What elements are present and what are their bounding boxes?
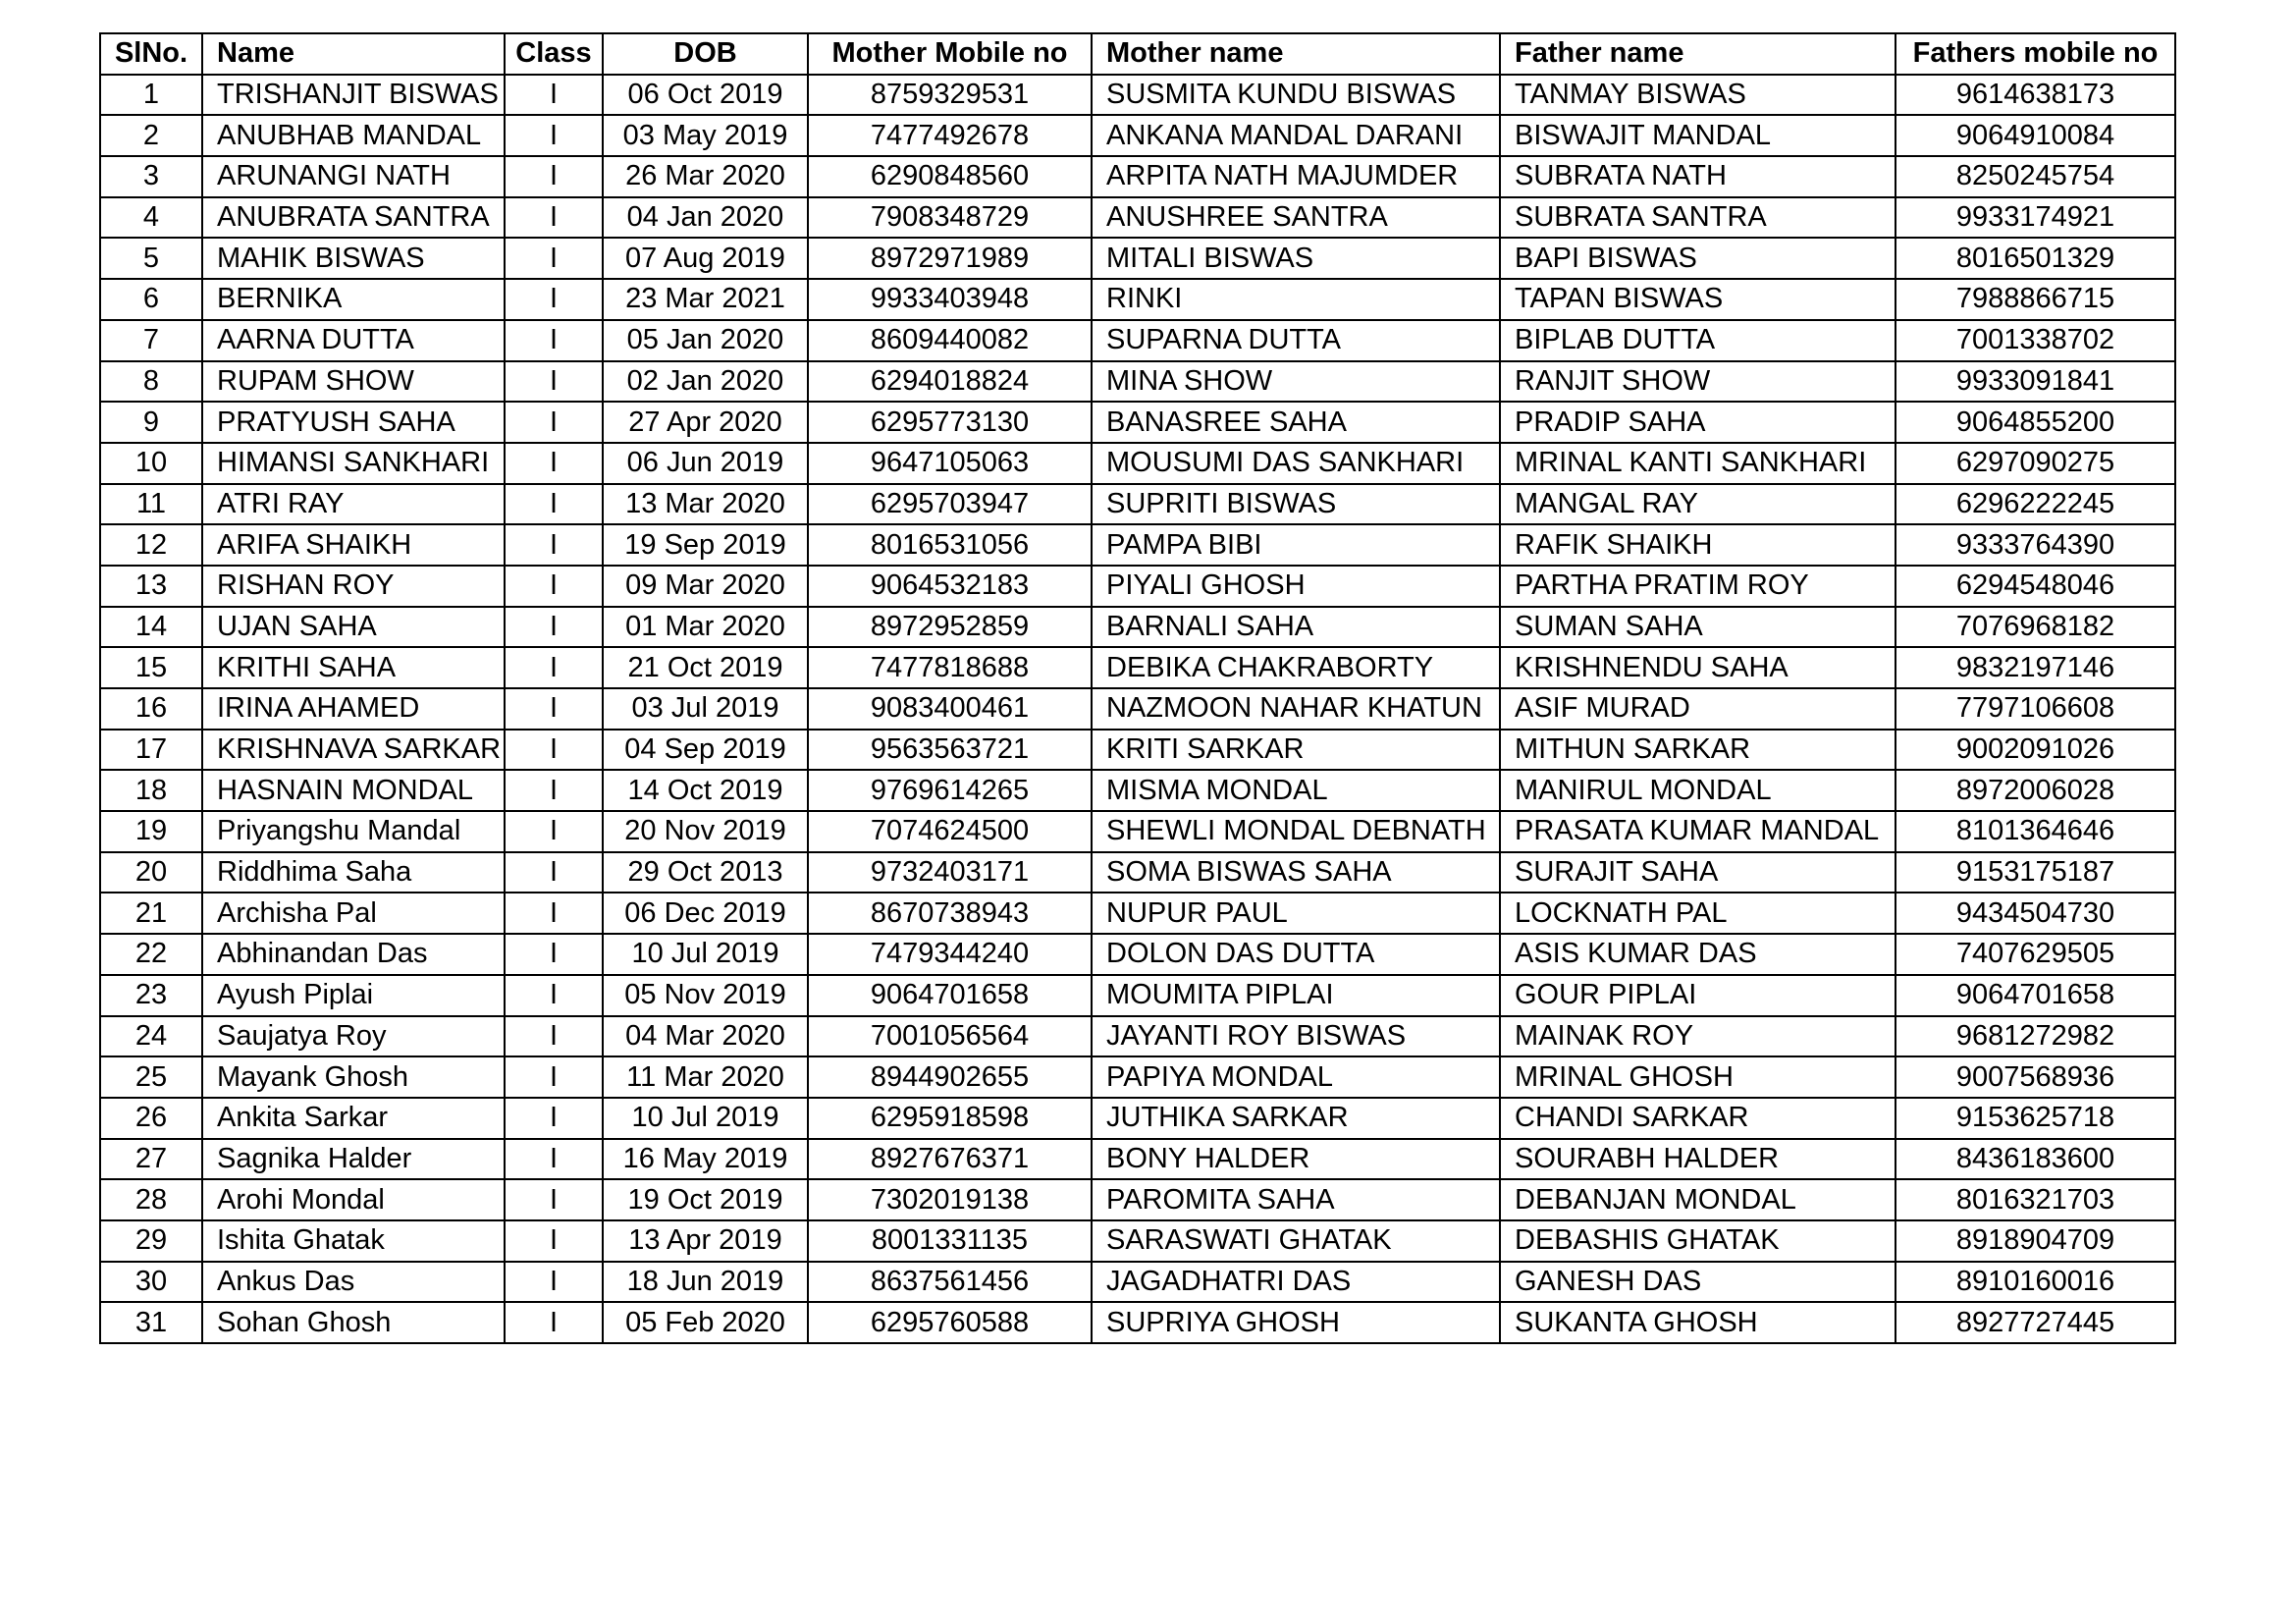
cell-slno: 3: [100, 156, 202, 197]
table-row: [100, 197, 2175, 239]
cell-dob: 19 Sep 2019: [603, 524, 808, 566]
cell-slno: 6: [100, 279, 202, 320]
header-mother-mobile: Mother Mobile no: [808, 33, 1092, 75]
cell-father-name: TANMAY BISWAS: [1500, 75, 1896, 116]
cell-dob: 01 Mar 2020: [603, 607, 808, 648]
cell-dob: 06 Jun 2019: [603, 443, 808, 484]
cell-slno: 8: [100, 361, 202, 403]
table-row: [100, 1220, 2175, 1262]
table-row: [100, 934, 2175, 975]
cell-father-mobile: 9614638173: [1896, 75, 2175, 116]
cell-mother-name: NUPUR PAUL: [1092, 893, 1500, 934]
cell-father-name: RAFIK SHAIKH: [1500, 524, 1896, 566]
cell-mother-mobile: 8670738943: [808, 893, 1092, 934]
cell-father-name: MAINAK ROY: [1500, 1016, 1896, 1057]
cell-father-mobile: 6297090275: [1896, 443, 2175, 484]
cell-father-mobile: 7797106608: [1896, 688, 2175, 730]
cell-class: I: [505, 934, 603, 975]
cell-class: I: [505, 1098, 603, 1139]
cell-mother-mobile: 9563563721: [808, 730, 1092, 771]
cell-mother-mobile: 8759329531: [808, 75, 1092, 116]
cell-class: I: [505, 1220, 603, 1262]
cell-name: ARUNANGI NATH: [202, 156, 505, 197]
cell-name: Priyangshu Mandal: [202, 811, 505, 852]
cell-class: I: [505, 320, 603, 361]
cell-father-name: PRASATA KUMAR MANDAL: [1500, 811, 1896, 852]
header-row: [100, 33, 2175, 75]
cell-father-mobile: 9153625718: [1896, 1098, 2175, 1139]
table-row: [100, 115, 2175, 156]
cell-mother-mobile: 9083400461: [808, 688, 1092, 730]
cell-class: I: [505, 238, 603, 279]
table-row: [100, 1179, 2175, 1220]
cell-father-mobile: 9333764390: [1896, 524, 2175, 566]
cell-class: I: [505, 975, 603, 1016]
table-row: [100, 1056, 2175, 1098]
cell-slno: 26: [100, 1098, 202, 1139]
table-row: [100, 1098, 2175, 1139]
cell-slno: 24: [100, 1016, 202, 1057]
cell-mother-mobile: 7479344240: [808, 934, 1092, 975]
cell-father-mobile: 9681272982: [1896, 1016, 2175, 1057]
cell-dob: 06 Oct 2019: [603, 75, 808, 116]
cell-name: Saujatya Roy: [202, 1016, 505, 1057]
cell-slno: 21: [100, 893, 202, 934]
cell-father-name: MRINAL GHOSH: [1500, 1056, 1896, 1098]
table-row: [100, 647, 2175, 688]
cell-mother-name: SUPARNA DUTTA: [1092, 320, 1500, 361]
cell-class: I: [505, 1016, 603, 1057]
cell-dob: 05 Feb 2020: [603, 1302, 808, 1343]
cell-dob: 21 Oct 2019: [603, 647, 808, 688]
cell-dob: 16 May 2019: [603, 1139, 808, 1180]
table-row: [100, 484, 2175, 525]
cell-father-name: CHANDI SARKAR: [1500, 1098, 1896, 1139]
cell-mother-name: ARPITA NATH MAJUMDER: [1092, 156, 1500, 197]
cell-mother-name: MOUMITA PIPLAI: [1092, 975, 1500, 1016]
cell-father-mobile: 8250245754: [1896, 156, 2175, 197]
cell-class: I: [505, 893, 603, 934]
cell-father-mobile: 8436183600: [1896, 1139, 2175, 1180]
cell-dob: 23 Mar 2021: [603, 279, 808, 320]
cell-father-name: BISWAJIT MANDAL: [1500, 115, 1896, 156]
cell-slno: 31: [100, 1302, 202, 1343]
header-father-name: Father name: [1500, 33, 1896, 75]
cell-name: Sagnika Halder: [202, 1139, 505, 1180]
table-row: [100, 320, 2175, 361]
cell-mother-mobile: 8972971989: [808, 238, 1092, 279]
cell-mother-name: NAZMOON NAHAR KHATUN: [1092, 688, 1500, 730]
cell-class: I: [505, 361, 603, 403]
cell-class: I: [505, 811, 603, 852]
cell-name: Ishita Ghatak: [202, 1220, 505, 1262]
table-row: [100, 688, 2175, 730]
cell-class: I: [505, 402, 603, 443]
cell-dob: 04 Mar 2020: [603, 1016, 808, 1057]
cell-name: Sohan Ghosh: [202, 1302, 505, 1343]
cell-father-name: SUBRATA SANTRA: [1500, 197, 1896, 239]
cell-father-mobile: 7001338702: [1896, 320, 2175, 361]
cell-slno: 13: [100, 566, 202, 607]
cell-father-name: TAPAN BISWAS: [1500, 279, 1896, 320]
cell-name: Ankus Das: [202, 1262, 505, 1303]
cell-mother-name: JAGADHATRI DAS: [1092, 1262, 1500, 1303]
table-row: [100, 402, 2175, 443]
cell-mother-name: SOMA BISWAS SAHA: [1092, 852, 1500, 893]
cell-father-mobile: 8927727445: [1896, 1302, 2175, 1343]
cell-mother-mobile: 8927676371: [808, 1139, 1092, 1180]
cell-father-mobile: 9007568936: [1896, 1056, 2175, 1098]
cell-father-mobile: 8918904709: [1896, 1220, 2175, 1262]
cell-slno: 28: [100, 1179, 202, 1220]
cell-mother-name: JUTHIKA SARKAR: [1092, 1098, 1500, 1139]
cell-father-name: DEBASHIS GHATAK: [1500, 1220, 1896, 1262]
cell-dob: 03 Jul 2019: [603, 688, 808, 730]
cell-class: I: [505, 115, 603, 156]
cell-father-mobile: 8910160016: [1896, 1262, 2175, 1303]
cell-mother-mobile: 9933403948: [808, 279, 1092, 320]
cell-father-mobile: 9933091841: [1896, 361, 2175, 403]
cell-mother-mobile: 6294018824: [808, 361, 1092, 403]
cell-name: MAHIK BISWAS: [202, 238, 505, 279]
cell-father-name: SUBRATA NATH: [1500, 156, 1896, 197]
cell-name: TRISHANJIT BISWAS: [202, 75, 505, 116]
cell-father-name: LOCKNATH PAL: [1500, 893, 1896, 934]
cell-father-name: RANJIT SHOW: [1500, 361, 1896, 403]
cell-name: IRINA AHAMED: [202, 688, 505, 730]
cell-class: I: [505, 1056, 603, 1098]
cell-mother-mobile: 6295918598: [808, 1098, 1092, 1139]
cell-father-mobile: 9153175187: [1896, 852, 2175, 893]
cell-dob: 03 May 2019: [603, 115, 808, 156]
table-row: [100, 1016, 2175, 1057]
cell-slno: 23: [100, 975, 202, 1016]
header-class: Class: [505, 33, 603, 75]
cell-mother-mobile: 9647105063: [808, 443, 1092, 484]
cell-class: I: [505, 1139, 603, 1180]
table-row: [100, 279, 2175, 320]
cell-class: I: [505, 647, 603, 688]
cell-father-name: BIPLAB DUTTA: [1500, 320, 1896, 361]
cell-mother-name: ANKANA MANDAL DARANI: [1092, 115, 1500, 156]
cell-dob: 05 Nov 2019: [603, 975, 808, 1016]
table-row: [100, 893, 2175, 934]
cell-mother-name: RINKI: [1092, 279, 1500, 320]
cell-father-mobile: 7988866715: [1896, 279, 2175, 320]
cell-dob: 05 Jan 2020: [603, 320, 808, 361]
cell-slno: 30: [100, 1262, 202, 1303]
cell-name: HASNAIN MONDAL: [202, 770, 505, 811]
cell-father-name: SURAJIT SAHA: [1500, 852, 1896, 893]
cell-dob: 10 Jul 2019: [603, 1098, 808, 1139]
cell-class: I: [505, 607, 603, 648]
table-body: [100, 75, 2175, 1343]
cell-slno: 22: [100, 934, 202, 975]
header-mother-name: Mother name: [1092, 33, 1500, 75]
header-dob: DOB: [603, 33, 808, 75]
cell-mother-name: SARASWATI GHATAK: [1092, 1220, 1500, 1262]
cell-mother-name: DEBIKA CHAKRABORTY: [1092, 647, 1500, 688]
cell-father-mobile: 8972006028: [1896, 770, 2175, 811]
cell-name: Ayush Piplai: [202, 975, 505, 1016]
cell-father-mobile: 9434504730: [1896, 893, 2175, 934]
cell-name: Archisha Pal: [202, 893, 505, 934]
cell-name: Mayank Ghosh: [202, 1056, 505, 1098]
cell-mother-mobile: 8001331135: [808, 1220, 1092, 1262]
cell-class: I: [505, 524, 603, 566]
header-father-mobile: Fathers mobile no: [1896, 33, 2175, 75]
cell-class: I: [505, 770, 603, 811]
cell-father-name: GANESH DAS: [1500, 1262, 1896, 1303]
cell-class: I: [505, 197, 603, 239]
cell-name: KRITHI SAHA: [202, 647, 505, 688]
cell-mother-name: MINA SHOW: [1092, 361, 1500, 403]
cell-dob: 02 Jan 2020: [603, 361, 808, 403]
cell-dob: 14 Oct 2019: [603, 770, 808, 811]
cell-dob: 11 Mar 2020: [603, 1056, 808, 1098]
cell-father-mobile: 6296222245: [1896, 484, 2175, 525]
cell-father-mobile: 7076968182: [1896, 607, 2175, 648]
cell-name: ARIFA SHAIKH: [202, 524, 505, 566]
student-table-container: [99, 32, 2176, 1344]
cell-mother-mobile: 7302019138: [808, 1179, 1092, 1220]
cell-father-mobile: 9064910084: [1896, 115, 2175, 156]
cell-father-name: MANIRUL MONDAL: [1500, 770, 1896, 811]
cell-dob: 19 Oct 2019: [603, 1179, 808, 1220]
cell-dob: 09 Mar 2020: [603, 566, 808, 607]
cell-father-name: BAPI BISWAS: [1500, 238, 1896, 279]
cell-father-mobile: 8016501329: [1896, 238, 2175, 279]
cell-father-name: SUKANTA GHOSH: [1500, 1302, 1896, 1343]
cell-class: I: [505, 279, 603, 320]
cell-mother-mobile: 8609440082: [808, 320, 1092, 361]
cell-class: I: [505, 443, 603, 484]
cell-father-mobile: 9832197146: [1896, 647, 2175, 688]
table-row: [100, 75, 2175, 116]
cell-mother-name: KRITI SARKAR: [1092, 730, 1500, 771]
cell-class: I: [505, 1302, 603, 1343]
header-name: Name: [202, 33, 505, 75]
cell-name: ANUBHAB MANDAL: [202, 115, 505, 156]
cell-mother-mobile: 6295773130: [808, 402, 1092, 443]
cell-mother-name: SUSMITA KUNDU BISWAS: [1092, 75, 1500, 116]
cell-slno: 19: [100, 811, 202, 852]
cell-slno: 16: [100, 688, 202, 730]
cell-mother-mobile: 6290848560: [808, 156, 1092, 197]
cell-slno: 9: [100, 402, 202, 443]
cell-dob: 29 Oct 2013: [603, 852, 808, 893]
cell-mother-name: SUPRIYA GHOSH: [1092, 1302, 1500, 1343]
cell-father-mobile: 9002091026: [1896, 730, 2175, 771]
cell-mother-mobile: 8016531056: [808, 524, 1092, 566]
cell-dob: 10 Jul 2019: [603, 934, 808, 975]
cell-class: I: [505, 566, 603, 607]
cell-mother-name: JAYANTI ROY BISWAS: [1092, 1016, 1500, 1057]
cell-mother-mobile: 9064532183: [808, 566, 1092, 607]
cell-father-name: MANGAL RAY: [1500, 484, 1896, 525]
cell-slno: 12: [100, 524, 202, 566]
cell-slno: 20: [100, 852, 202, 893]
table-row: [100, 852, 2175, 893]
cell-slno: 18: [100, 770, 202, 811]
cell-dob: 06 Dec 2019: [603, 893, 808, 934]
cell-slno: 17: [100, 730, 202, 771]
cell-name: Arohi Mondal: [202, 1179, 505, 1220]
cell-class: I: [505, 852, 603, 893]
cell-name: UJAN SAHA: [202, 607, 505, 648]
table-row: [100, 238, 2175, 279]
cell-mother-mobile: 7001056564: [808, 1016, 1092, 1057]
cell-slno: 5: [100, 238, 202, 279]
table-row: [100, 156, 2175, 197]
cell-name: Ankita Sarkar: [202, 1098, 505, 1139]
cell-mother-name: BARNALI SAHA: [1092, 607, 1500, 648]
cell-name: HIMANSI SANKHARI: [202, 443, 505, 484]
cell-father-mobile: 8016321703: [1896, 1179, 2175, 1220]
cell-name: ATRI RAY: [202, 484, 505, 525]
cell-dob: 26 Mar 2020: [603, 156, 808, 197]
cell-mother-name: BANASREE SAHA: [1092, 402, 1500, 443]
cell-father-name: DEBANJAN MONDAL: [1500, 1179, 1896, 1220]
table-row: [100, 1139, 2175, 1180]
table-row: [100, 730, 2175, 771]
cell-father-mobile: 9933174921: [1896, 197, 2175, 239]
cell-mother-mobile: 9064701658: [808, 975, 1092, 1016]
cell-mother-name: SUPRITI BISWAS: [1092, 484, 1500, 525]
cell-slno: 10: [100, 443, 202, 484]
table-row: [100, 975, 2175, 1016]
cell-mother-name: BONY HALDER: [1092, 1139, 1500, 1180]
cell-dob: 04 Jan 2020: [603, 197, 808, 239]
cell-father-name: SOURABH HALDER: [1500, 1139, 1896, 1180]
cell-name: AARNA DUTTA: [202, 320, 505, 361]
cell-father-mobile: 8101364646: [1896, 811, 2175, 852]
cell-mother-mobile: 7477818688: [808, 647, 1092, 688]
cell-mother-name: MOUSUMI DAS SANKHARI: [1092, 443, 1500, 484]
cell-mother-name: PIYALI GHOSH: [1092, 566, 1500, 607]
cell-mother-name: DOLON DAS DUTTA: [1092, 934, 1500, 975]
cell-name: BERNIKA: [202, 279, 505, 320]
cell-mother-mobile: 7074624500: [808, 811, 1092, 852]
cell-slno: 11: [100, 484, 202, 525]
cell-name: ANUBRATA SANTRA: [202, 197, 505, 239]
table-row: [100, 443, 2175, 484]
cell-mother-mobile: 8972952859: [808, 607, 1092, 648]
cell-father-name: ASIS KUMAR DAS: [1500, 934, 1896, 975]
cell-slno: 14: [100, 607, 202, 648]
cell-mother-name: MISMA MONDAL: [1092, 770, 1500, 811]
cell-class: I: [505, 156, 603, 197]
cell-name: KRISHNAVA SARKAR: [202, 730, 505, 771]
cell-father-mobile: 6294548046: [1896, 566, 2175, 607]
cell-slno: 25: [100, 1056, 202, 1098]
table-row: [100, 1262, 2175, 1303]
cell-father-name: GOUR PIPLAI: [1500, 975, 1896, 1016]
cell-mother-name: PAMPA BIBI: [1092, 524, 1500, 566]
cell-name: PRATYUSH SAHA: [202, 402, 505, 443]
cell-mother-mobile: 9732403171: [808, 852, 1092, 893]
table-row: [100, 361, 2175, 403]
cell-class: I: [505, 688, 603, 730]
table-row: [100, 770, 2175, 811]
cell-father-mobile: 7407629505: [1896, 934, 2175, 975]
table-row: [100, 1302, 2175, 1343]
table-row: [100, 524, 2175, 566]
cell-slno: 2: [100, 115, 202, 156]
cell-father-name: PRADIP SAHA: [1500, 402, 1896, 443]
cell-dob: 07 Aug 2019: [603, 238, 808, 279]
cell-mother-name: SHEWLI MONDAL DEBNATH: [1092, 811, 1500, 852]
cell-father-name: KRISHNENDU SAHA: [1500, 647, 1896, 688]
cell-name: Riddhima Saha: [202, 852, 505, 893]
cell-mother-name: PAROMITA SAHA: [1092, 1179, 1500, 1220]
cell-class: I: [505, 1179, 603, 1220]
cell-dob: 13 Apr 2019: [603, 1220, 808, 1262]
cell-class: I: [505, 484, 603, 525]
cell-mother-mobile: 6295703947: [808, 484, 1092, 525]
table-row: [100, 607, 2175, 648]
cell-father-name: ASIF MURAD: [1500, 688, 1896, 730]
table-row: [100, 811, 2175, 852]
cell-slno: 4: [100, 197, 202, 239]
cell-father-name: MITHUN SARKAR: [1500, 730, 1896, 771]
cell-slno: 29: [100, 1220, 202, 1262]
cell-class: I: [505, 730, 603, 771]
cell-name: RISHAN ROY: [202, 566, 505, 607]
cell-slno: 7: [100, 320, 202, 361]
cell-father-name: SUMAN SAHA: [1500, 607, 1896, 648]
student-table: [99, 32, 2176, 1344]
table-row: [100, 566, 2175, 607]
cell-class: I: [505, 75, 603, 116]
cell-mother-mobile: 8944902655: [808, 1056, 1092, 1098]
cell-dob: 20 Nov 2019: [603, 811, 808, 852]
cell-mother-mobile: 9769614265: [808, 770, 1092, 811]
cell-name: RUPAM SHOW: [202, 361, 505, 403]
cell-class: I: [505, 1262, 603, 1303]
cell-father-name: PARTHA PRATIM ROY: [1500, 566, 1896, 607]
cell-mother-mobile: 8637561456: [808, 1262, 1092, 1303]
cell-mother-mobile: 6295760588: [808, 1302, 1092, 1343]
cell-mother-name: MITALI BISWAS: [1092, 238, 1500, 279]
cell-mother-name: ANUSHREE SANTRA: [1092, 197, 1500, 239]
cell-slno: 1: [100, 75, 202, 116]
cell-dob: 04 Sep 2019: [603, 730, 808, 771]
cell-dob: 13 Mar 2020: [603, 484, 808, 525]
cell-name: Abhinandan Das: [202, 934, 505, 975]
cell-mother-name: PAPIYA MONDAL: [1092, 1056, 1500, 1098]
cell-mother-mobile: 7908348729: [808, 197, 1092, 239]
cell-slno: 27: [100, 1139, 202, 1180]
cell-dob: 18 Jun 2019: [603, 1262, 808, 1303]
cell-father-name: MRINAL KANTI SANKHARI: [1500, 443, 1896, 484]
cell-slno: 15: [100, 647, 202, 688]
cell-mother-mobile: 7477492678: [808, 115, 1092, 156]
cell-father-mobile: 9064701658: [1896, 975, 2175, 1016]
header-slno: SlNo.: [100, 33, 202, 75]
cell-dob: 27 Apr 2020: [603, 402, 808, 443]
cell-father-mobile: 9064855200: [1896, 402, 2175, 443]
